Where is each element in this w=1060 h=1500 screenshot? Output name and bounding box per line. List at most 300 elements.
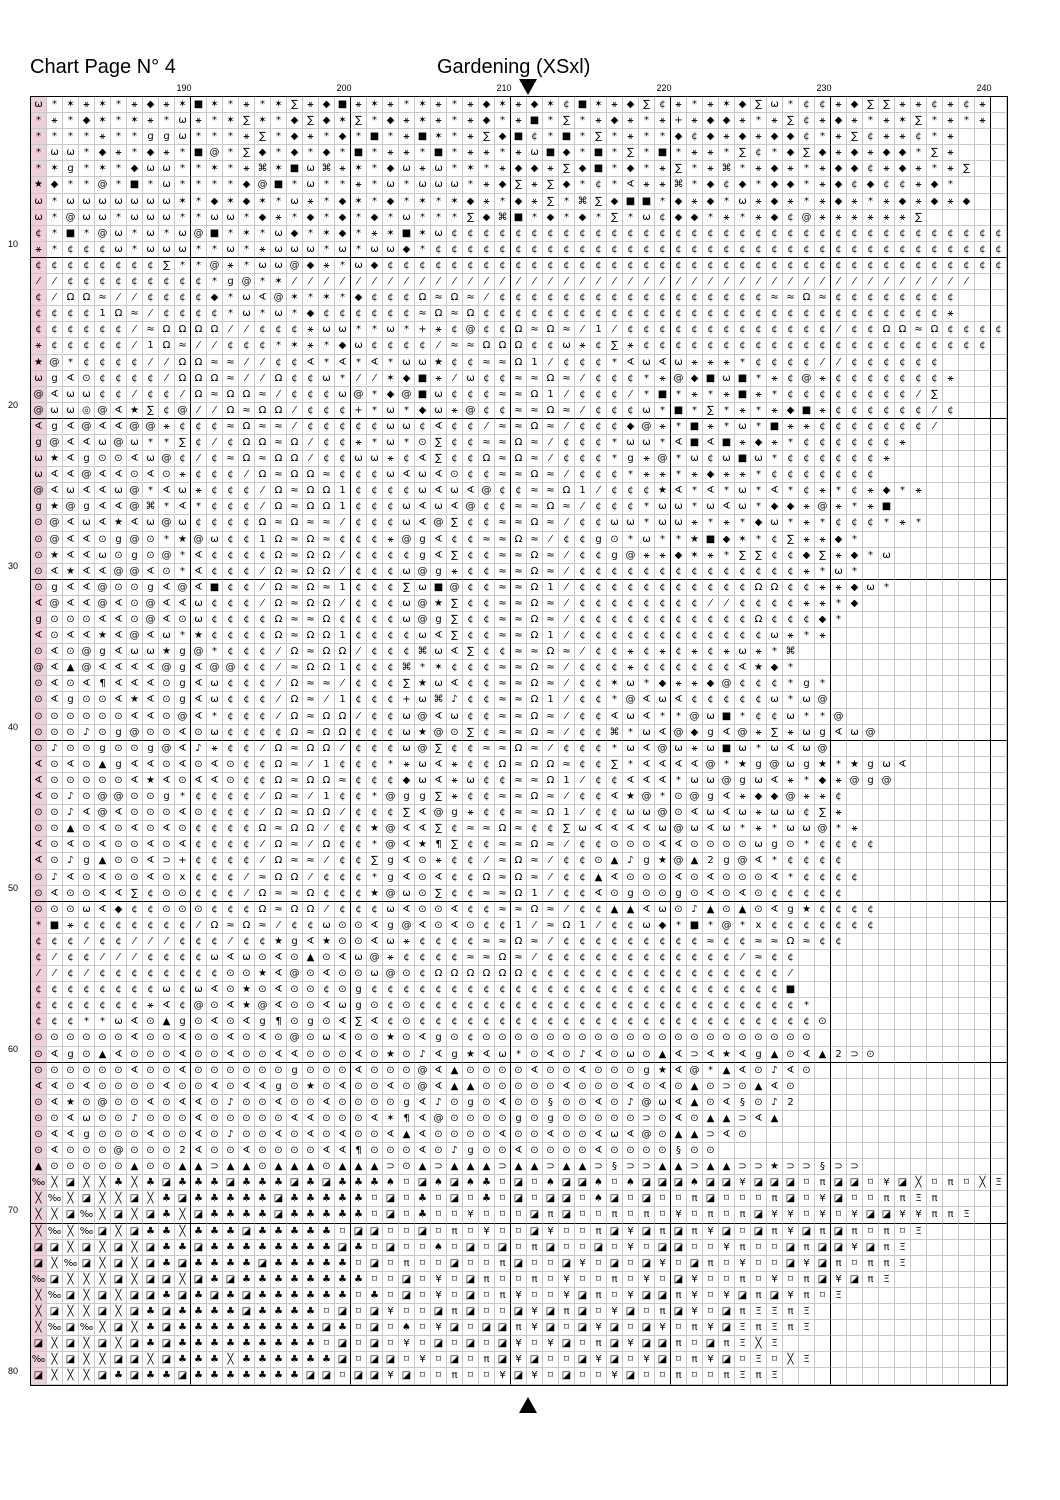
stitch-cell: ¢ (799, 355, 815, 371)
stitch-cell: ◆ (767, 499, 783, 515)
stitch-cell: ♣ (335, 1256, 351, 1272)
stitch-cell: * (815, 709, 831, 725)
stitch-cell: ≈ (495, 387, 511, 403)
stitch-cell (975, 757, 991, 773)
stitch-cell: ¢ (591, 435, 607, 451)
stitch-cell: ◪ (95, 1304, 111, 1320)
stitch-cell: ¢ (351, 692, 367, 708)
stitch-cell: ◪ (111, 1352, 127, 1368)
stitch-cell (975, 950, 991, 966)
stitch-cell: ∢ (719, 805, 735, 821)
stitch-cell: ⊙ (815, 1014, 831, 1030)
stitch-cell: ⚹ (799, 789, 815, 805)
stitch-cell: ¢ (815, 97, 831, 113)
stitch-cell: ⁄ (303, 789, 319, 805)
stitch-cell: ⚹ (943, 161, 959, 177)
stitch-cell: ⊙ (143, 1030, 159, 1046)
stitch-cell: ∢ (31, 628, 47, 644)
stitch-cell: ¢ (31, 1014, 47, 1030)
stitch-cell: ∢ (63, 371, 79, 387)
stitch-cell: ◪ (783, 1256, 799, 1272)
stitch-cell: ¢ (575, 741, 591, 757)
stitch-cell: ¢ (831, 435, 847, 451)
stitch-cell: * (223, 161, 239, 177)
stitch-cell: ★ (271, 934, 287, 950)
stitch-cell: ¢ (607, 371, 623, 387)
stitch-cell: ♣ (319, 1288, 335, 1304)
stitch-cell (991, 1030, 1007, 1046)
stitch-cell: Ω (271, 757, 287, 773)
stitch-cell (943, 483, 959, 499)
stitch-cell: ¢ (63, 274, 79, 290)
stitch-cell: ✶ (415, 113, 431, 129)
stitch-cell: ⚹ (831, 548, 847, 564)
stitch-cell: 1 (559, 773, 575, 789)
stitch-cell: Ω (495, 757, 511, 773)
stitch-cell: π (527, 1272, 543, 1288)
stitch-cell: ⚹ (879, 210, 895, 226)
stitch-cell: ∢ (223, 950, 239, 966)
stitch-cell (959, 998, 975, 1014)
stitch-cell: ¢ (879, 226, 895, 242)
stitch-cell: ∢ (271, 966, 287, 982)
stitch-cell: ⚹ (767, 371, 783, 387)
stitch-cell: π (767, 1191, 783, 1207)
stitch-cell: ¥ (479, 1224, 495, 1240)
stitch-cell: ⚹ (463, 145, 479, 161)
stitch-cell: ◪ (719, 1320, 735, 1336)
stitch-cell: ¢ (239, 741, 255, 757)
stitch-cell: ◪ (671, 1272, 687, 1288)
stitch-cell: @ (207, 660, 223, 676)
stitch-cell: ¢ (575, 998, 591, 1014)
stitch-cell: ¢ (383, 306, 399, 322)
stitch-cell: ⊙ (543, 1063, 559, 1079)
stitch-cell (959, 821, 975, 837)
stitch-cell: ♣ (271, 1352, 287, 1368)
stitch-cell: ¢ (127, 355, 143, 371)
stitch-cell: ⌑ (719, 1207, 735, 1223)
stitch-cell (975, 306, 991, 322)
stitch-cell: ⚹ (175, 467, 191, 483)
stitch-cell: ∢ (111, 628, 127, 644)
stitch-cell: Ω (303, 499, 319, 515)
stitch-cell (927, 1159, 943, 1175)
stitch-cell: ♣ (207, 1352, 223, 1368)
stitch-cell: ♪ (415, 1047, 431, 1063)
stitch-cell: ◪ (815, 1272, 831, 1288)
stitch-cell: ¢ (255, 773, 271, 789)
stitch-cell: ⊙ (111, 741, 127, 757)
stitch-cell: ¢ (591, 258, 607, 274)
row-number: 50 (8, 882, 19, 893)
stitch-cell: ω (655, 692, 671, 708)
stitch-cell: * (143, 177, 159, 193)
stitch-cell: ¢ (191, 290, 207, 306)
stitch-cell: @ (431, 805, 447, 821)
stitch-cell: ⊙ (63, 773, 79, 789)
stitch-cell (895, 741, 911, 757)
stitch-cell: ⁄ (127, 950, 143, 966)
stitch-cell: ◆ (47, 177, 63, 193)
stitch-cell: * (303, 290, 319, 306)
stitch-cell: ⊙ (191, 1047, 207, 1063)
stitch-cell: π (863, 1256, 879, 1272)
stitch-cell: * (703, 1063, 719, 1079)
stitch-cell: ω (175, 113, 191, 129)
stitch-cell: ¢ (175, 274, 191, 290)
stitch-cell (831, 1304, 847, 1320)
stitch-cell: ≈ (495, 725, 511, 741)
stitch-cell: ◪ (783, 1175, 799, 1191)
stitch-cell: ♣ (175, 1336, 191, 1352)
stitch-cell: ⁄ (255, 355, 271, 371)
stitch-cell: ⚹ (767, 435, 783, 451)
stitch-cell: ♣ (191, 1320, 207, 1336)
stitch-cell: Ω (415, 290, 431, 306)
stitch-cell: ▲ (31, 1159, 47, 1175)
stitch-cell: ⁄ (127, 322, 143, 338)
stitch-cell: ⁄ (143, 306, 159, 322)
stitch-cell: ◆ (303, 258, 319, 274)
stitch-cell: Ω (319, 709, 335, 725)
stitch-cell: ⊙ (175, 821, 191, 837)
stitch-cell: g (271, 1079, 287, 1095)
stitch-cell: ⁄ (559, 902, 575, 918)
stitch-cell: Ω (511, 435, 527, 451)
stitch-cell: ∢ (543, 1047, 559, 1063)
stitch-cell: ∑ (447, 548, 463, 564)
stitch-cell (991, 145, 1007, 161)
stitch-cell: ⁄ (431, 338, 447, 354)
stitch-cell: ¢ (63, 322, 79, 338)
stitch-cell (959, 1288, 975, 1304)
stitch-cell: * (63, 113, 79, 129)
stitch-cell: ¢ (735, 612, 751, 628)
stitch-cell: ∢ (495, 1095, 511, 1111)
stitch-cell: ∢ (143, 692, 159, 708)
stitch-cell (943, 451, 959, 467)
stitch-cell: * (367, 113, 383, 129)
stitch-cell (879, 886, 895, 902)
stitch-cell: ¢ (479, 805, 495, 821)
stitch-cell: π (735, 1240, 751, 1256)
stitch-cell: ♣ (303, 1224, 319, 1240)
stitch-cell: ¢ (591, 998, 607, 1014)
stitch-cell: ⌑ (767, 1256, 783, 1272)
stitch-cell (959, 129, 975, 145)
stitch-cell: ∑ (399, 676, 415, 692)
stitch-cell: Ω (255, 821, 271, 837)
stitch-cell: ⚹ (815, 113, 831, 129)
stitch-cell (863, 1159, 879, 1175)
stitch-cell (783, 1111, 799, 1127)
stitch-cell: ¢ (543, 998, 559, 1014)
stitch-cell: @ (95, 596, 111, 612)
stitch-cell: ¢ (575, 451, 591, 467)
stitch-cell: π (447, 1224, 463, 1240)
stitch-cell: ¢ (895, 338, 911, 354)
stitch-cell: ¥ (735, 1256, 751, 1272)
stitch-cell: ¢ (463, 1030, 479, 1046)
stitch-cell: ⊙ (159, 467, 175, 483)
stitch-cell: ω (399, 564, 415, 580)
stitch-cell: ◪ (639, 1256, 655, 1272)
stitch-cell: ¢ (559, 242, 575, 258)
stitch-cell: ¢ (383, 676, 399, 692)
stitch-cell: ◪ (607, 1191, 623, 1207)
stitch-cell (991, 451, 1007, 467)
stitch-cell: * (47, 97, 63, 113)
stitch-cell: @ (287, 1030, 303, 1046)
stitch-cell: ◪ (703, 1336, 719, 1352)
stitch-cell: * (863, 194, 879, 210)
stitch-cell (991, 821, 1007, 837)
stitch-cell: ⊙ (719, 870, 735, 886)
stitch-cell: ¢ (943, 338, 959, 354)
stitch-cell: ◆ (575, 210, 591, 226)
stitch-cell: ⌑ (383, 1288, 399, 1304)
stitch-cell: ⊙ (623, 1111, 639, 1127)
stitch-cell: ⚹ (975, 97, 991, 113)
stitch-cell: * (191, 499, 207, 515)
stitch-cell (959, 886, 975, 902)
stitch-cell: ◪ (607, 1352, 623, 1368)
stitch-cell: ╳ (127, 1207, 143, 1223)
stitch-cell: ⊙ (223, 1014, 239, 1030)
stitch-cell: ∢ (303, 934, 319, 950)
stitch-cell: ¢ (831, 403, 847, 419)
stitch-cell: ▲ (815, 1047, 831, 1063)
stitch-cell: ω (799, 692, 815, 708)
stitch-cell (975, 773, 991, 789)
stitch-cell (815, 1304, 831, 1320)
stitch-cell: ★ (655, 853, 671, 869)
stitch-cell (991, 564, 1007, 580)
stitch-cell: * (927, 161, 943, 177)
stitch-cell: ◪ (639, 1191, 655, 1207)
stitch-cell: ¢ (383, 644, 399, 660)
stitch-cell: ¢ (767, 966, 783, 982)
stitch-cell: ✶ (495, 97, 511, 113)
stitch-cell: ¢ (127, 982, 143, 998)
stitch-cell (991, 1240, 1007, 1256)
stitch-cell: ¢ (463, 628, 479, 644)
stitch-cell: ⊙ (31, 902, 47, 918)
stitch-cell: ¢ (607, 290, 623, 306)
stitch-cell: ◆ (959, 194, 975, 210)
stitch-cell (879, 532, 895, 548)
stitch-cell: ♣ (287, 1256, 303, 1272)
stitch-cell: ♣ (159, 1207, 175, 1223)
stitch-cell: ∑ (463, 725, 479, 741)
stitch-cell: ▲ (303, 1159, 319, 1175)
stitch-cell: ⊙ (79, 371, 95, 387)
stitch-cell: * (335, 177, 351, 193)
stitch-cell: * (111, 129, 127, 145)
stitch-cell: Ω (527, 757, 543, 773)
stitch-cell (943, 580, 959, 596)
stitch-cell: ■ (271, 177, 287, 193)
stitch-cell: ⌑ (511, 1240, 527, 1256)
stitch-cell: ⁄ (335, 564, 351, 580)
stitch-cell: ◪ (95, 1336, 111, 1352)
stitch-cell: ¢ (847, 355, 863, 371)
stitch-cell: ¢ (575, 612, 591, 628)
stitch-cell: ▲ (335, 1159, 351, 1175)
stitch-cell: ¢ (223, 612, 239, 628)
stitch-cell: ¢ (847, 403, 863, 419)
stitch-cell: ⊙ (79, 709, 95, 725)
stitch-cell: g (415, 789, 431, 805)
stitch-cell: ¢ (431, 934, 447, 950)
stitch-cell: g (287, 1063, 303, 1079)
stitch-cell (959, 451, 975, 467)
stitch-cell: ≈ (287, 548, 303, 564)
stitch-cell: ¢ (703, 338, 719, 354)
stitch-cell: ¥ (895, 1207, 911, 1223)
stitch-cell: ⊙ (303, 1030, 319, 1046)
stitch-cell: ¢ (207, 515, 223, 531)
stitch-cell: * (543, 129, 559, 145)
stitch-cell: ∢ (447, 676, 463, 692)
stitch-cell: ¢ (159, 290, 175, 306)
stitch-cell (991, 338, 1007, 354)
stitch-cell: ¢ (591, 725, 607, 741)
stitch-cell: ¢ (479, 676, 495, 692)
stitch-cell: ¢ (335, 837, 351, 853)
stitch-cell: ⊃ (783, 1159, 799, 1175)
stitch-cell: ¢ (111, 966, 127, 982)
stitch-cell: ♣ (159, 1240, 175, 1256)
stitch-cell: ♣ (335, 1288, 351, 1304)
stitch-cell: * (799, 628, 815, 644)
stitch-cell: ω (319, 1030, 335, 1046)
stitch-cell (879, 564, 895, 580)
stitch-cell: ¢ (399, 950, 415, 966)
stitch-cell: ¢ (367, 902, 383, 918)
stitch-cell: ¢ (623, 226, 639, 242)
stitch-cell: ¢ (479, 628, 495, 644)
stitch-cell: @ (79, 467, 95, 483)
stitch-cell: ≈ (559, 403, 575, 419)
stitch-cell: ω (239, 950, 255, 966)
stitch-cell: ⚹ (815, 403, 831, 419)
stitch-cell: Ω (527, 628, 543, 644)
stitch-cell: ♪ (63, 805, 79, 821)
stitch-cell: Ω (303, 596, 319, 612)
stitch-cell: ◪ (127, 1368, 143, 1384)
stitch-cell: ¢ (479, 580, 495, 596)
stitch-cell: ¢ (415, 419, 431, 435)
stitch-cell: * (735, 821, 751, 837)
stitch-cell (911, 1288, 927, 1304)
stitch-cell: ∢ (47, 644, 63, 660)
stitch-cell: ⊙ (399, 1143, 415, 1159)
stitch-cell (959, 1159, 975, 1175)
stitch-cell: ≈ (511, 548, 527, 564)
stitch-cell: ¢ (95, 274, 111, 290)
stitch-cell: Ξ (895, 1240, 911, 1256)
stitch-cell: ⊙ (111, 821, 127, 837)
stitch-cell: ⌑ (687, 1336, 703, 1352)
stitch-cell: ⚹ (671, 676, 687, 692)
stitch-cell: g (447, 1047, 463, 1063)
stitch-cell: ¢ (911, 290, 927, 306)
stitch-cell: ¢ (351, 660, 367, 676)
stitch-cell: ♠ (463, 1175, 479, 1191)
stitch-cell: ⁄ (303, 757, 319, 773)
stitch-cell: ⚹ (447, 403, 463, 419)
stitch-cell: ⌑ (639, 1368, 655, 1384)
stitch-cell: ◪ (815, 1240, 831, 1256)
stitch-cell: ♣ (255, 1272, 271, 1288)
stitch-cell: * (831, 757, 847, 773)
stitch-cell: ¢ (47, 982, 63, 998)
stitch-cell: ¢ (703, 644, 719, 660)
stitch-cell: π (735, 1272, 751, 1288)
stitch-cell: ★ (143, 773, 159, 789)
stitch-cell (991, 1224, 1007, 1240)
stitch-cell: g (159, 129, 175, 145)
stitch-cell: ◪ (159, 1272, 175, 1288)
stitch-cell: ◆ (527, 97, 543, 113)
stitch-cell: @ (767, 757, 783, 773)
stitch-cell: @ (127, 419, 143, 435)
stitch-cell: ♣ (239, 1175, 255, 1191)
stitch-cell: ¢ (751, 676, 767, 692)
stitch-cell: g (447, 805, 463, 821)
stitch-cell (975, 1288, 991, 1304)
stitch-cell: ¢ (559, 532, 575, 548)
stitch-cell: ≈ (495, 709, 511, 725)
stitch-cell: * (735, 161, 751, 177)
stitch-cell: ∢ (127, 821, 143, 837)
stitch-cell: ⁄ (111, 290, 127, 306)
stitch-cell (895, 612, 911, 628)
stitch-cell: g (95, 741, 111, 757)
stitch-cell: ≈ (479, 821, 495, 837)
stitch-cell: ⊙ (31, 805, 47, 821)
stitch-cell: Ω (287, 692, 303, 708)
stitch-cell: ⊃ (639, 1159, 655, 1175)
stitch-cell: ⚹ (719, 515, 735, 531)
stitch-cell (895, 580, 911, 596)
stitch-cell: @ (159, 451, 175, 467)
stitch-cell: @ (143, 612, 159, 628)
stitch-cell: ╳ (127, 1240, 143, 1256)
stitch-cell: ⌑ (463, 1320, 479, 1336)
stitch-cell: * (607, 161, 623, 177)
stitch-cell: ♣ (207, 1191, 223, 1207)
stitch-cell: ¢ (383, 1014, 399, 1030)
stitch-cell: ⚹ (815, 161, 831, 177)
stitch-cell: ¢ (687, 628, 703, 644)
stitch-cell: ■ (735, 371, 751, 387)
stitch-cell: ⊙ (79, 612, 95, 628)
stitch-cell: ∢ (143, 628, 159, 644)
stitch-cell: ∢ (63, 451, 79, 467)
stitch-cell: ¢ (271, 322, 287, 338)
stitch-cell (975, 355, 991, 371)
stitch-cell: ⊙ (127, 467, 143, 483)
stitch-cell: Ω (191, 387, 207, 403)
stitch-cell: ∢ (63, 435, 79, 451)
stitch-cell: ⚹ (751, 805, 767, 821)
stitch-cell: ⊙ (127, 741, 143, 757)
stitch-cell: * (751, 741, 767, 757)
stitch-cell: Ω (303, 467, 319, 483)
